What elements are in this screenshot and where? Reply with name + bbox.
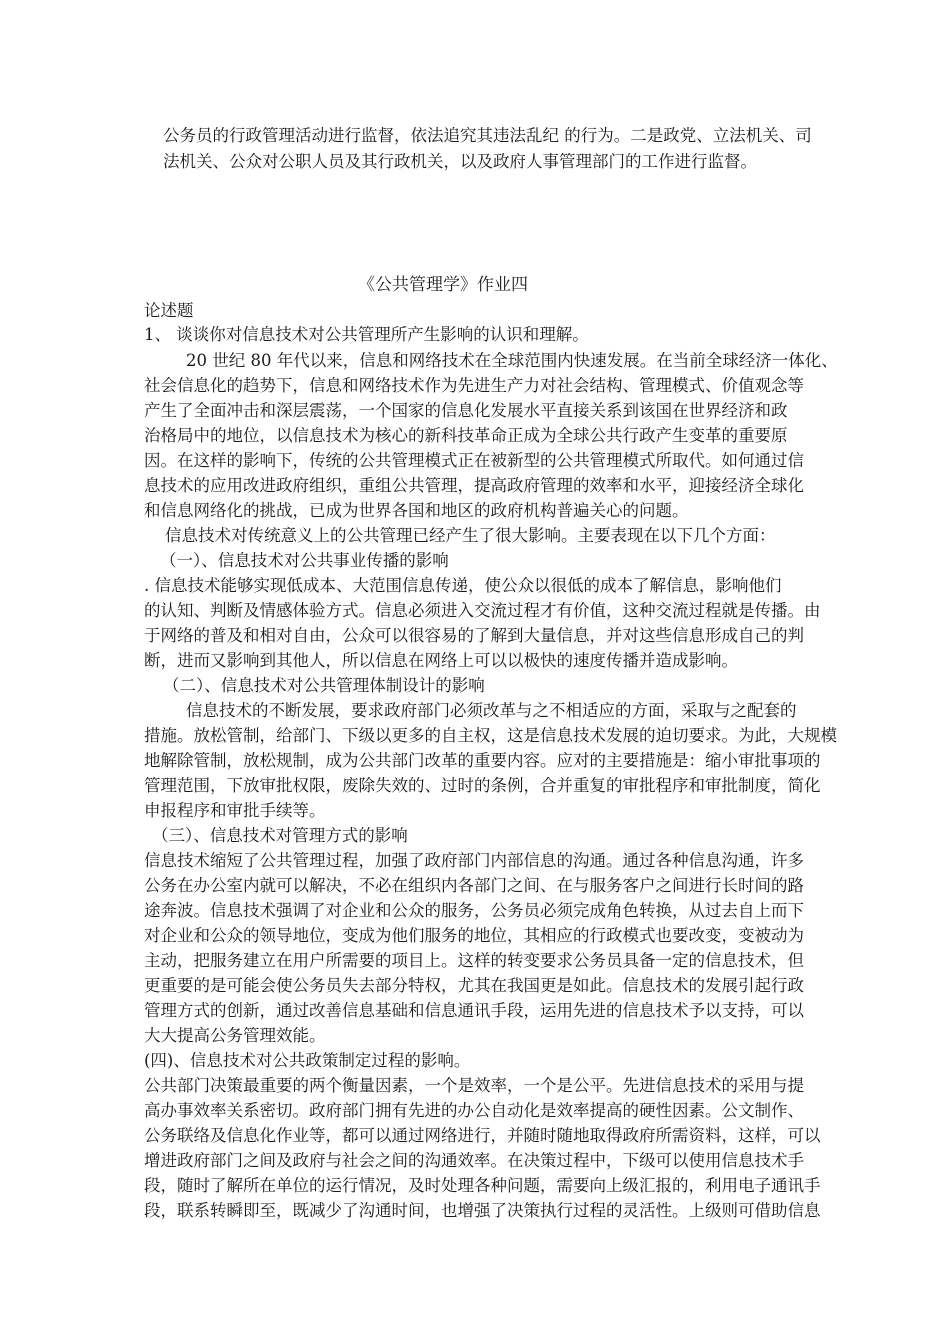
- intro-line: 法机关、公众对公职人员及其行政机关，以及政府人事管理部门的工作进行监督。: [163, 152, 757, 171]
- paragraph-line: . 信息技术能够实现低成本、大范围信息传递，使公众以很低的成本了解信息，影响他们: [144, 576, 782, 595]
- paragraph-line: 断，进而又影响到其他人，所以信息在网络上可以以极快的速度传播并造成影响。: [144, 651, 738, 670]
- paragraph-line: 信息技术的不断发展，要求政府部门必须改革与之不相适应的方面，采取与之配套的: [186, 701, 797, 720]
- paragraph-line: 增进政府部门之间及政府与社会之间的沟通效率。在决策过程中，下级可以使用信息技术手: [144, 1151, 804, 1170]
- paragraph-line: 段，联系转瞬即至，既减少了沟通时间，也增强了决策执行过程的灵活性。上级则可借助信息: [144, 1201, 821, 1220]
- paragraph-line: 公共部门决策最重要的两个衡量因素，一个是效率，一个是公平。先进信息技术的采用与提: [144, 1076, 804, 1095]
- paragraph-line: 公务联络及信息化作业等，都可以通过网络进行，并随时随地取得政府所需资料，这样，可以: [144, 1126, 821, 1145]
- paragraph-line: 公务在办公室内就可以解决，不必在组织内各部门之间、在与服务客户之间进行长时间的路: [144, 876, 804, 895]
- paragraph-line: 20 世纪 80 年代以来，信息和网络技术在全球范围内快速发展。在当前全球经济一体化、: [186, 351, 838, 370]
- paragraph-line: 措施。放松管制，给部门、下级以更多的自主权，这是信息技术发展的迫切要求。为此，大规模: [144, 726, 837, 745]
- page-title: 《公共管理学》作业四: [358, 275, 528, 295]
- paragraph-line: 和信息网络化的挑战，已成为世界各国和地区的政府机构普遍关心的问题。: [144, 501, 689, 520]
- paragraph-line: 高办事效率关系密切。政府部门拥有先进的办公自动化是效率提高的硬性因素。公文制作、: [144, 1101, 804, 1120]
- intro-line: 公务员的行政管理活动进行监督，依法追究其违法乱纪 的行为。二是政党、立法机关、司: [163, 126, 812, 145]
- paragraph-line: 地解除管制，放松规制，成为公共部门改革的重要内容。应对的主要措施是：缩小审批事项的: [144, 751, 821, 770]
- paragraph-line: 因。在这样的影响下，传统的公共管理模式正在被新型的公共管理模式所取代。如何通过信: [144, 451, 804, 470]
- paragraph-line: 治格局中的地位，以信息技术为核心的新科技革命正成为全球公共行政产生变革的重要原: [144, 426, 788, 445]
- section-heading: （一）、信息技术对公共事业传播的影响: [160, 551, 449, 570]
- section-label: 论述题: [144, 301, 194, 320]
- section-heading: （二）、信息技术对公共管理体制设计的影响: [163, 676, 485, 695]
- paragraph-line: 信息技术缩短了公共管理过程，加强了政府部门内部信息的沟通。通过各种信息沟通，许多: [144, 851, 804, 870]
- paragraph-line: 管理方式的创新，通过改善信息基础和信息通讯手段，运用先进的信息技术予以支持，可以: [144, 1001, 804, 1020]
- paragraph-line: 对企业和公众的领导地位，变成为他们服务的地位，其相应的行政模式也要改变，变被动为: [144, 926, 804, 945]
- paragraph-line: 社会信息化的趋势下，信息和网络技术作为先进生产力对社会结构、管理模式、价值观念等: [144, 376, 804, 395]
- paragraph-line: 的认知、判断及情感体验方式。信息必须进入交流过程才有价值，这种交流过程就是传播。由: [144, 601, 821, 620]
- section-heading: （三）、信息技术对管理方式的影响: [152, 826, 408, 845]
- paragraph-line: 大大提高公务管理效能。: [144, 1026, 326, 1045]
- paragraph-line: 管理范围，下放审批权限，废除失效的、过时的条例，合并重复的审批程序和审批制度，简化: [144, 776, 821, 795]
- paragraph-line: 产生了全面冲击和深层震荡，一个国家的信息化发展水平直接关系到该国在世界经济和政: [144, 401, 788, 420]
- paragraph-line: 段，随时了解所在单位的运行情况，及时处理各种问题，需要向上级汇报的，利用电子通讯手: [144, 1176, 821, 1195]
- paragraph-line: 于网络的普及和相对自由，公众可以很容易的了解到大量信息，并对这些信息形成自己的判: [144, 626, 804, 645]
- paragraph-line: 更重要的是可能会使公务员失去部分特权，尤其在我国更是如此。信息技术的发展引起行政: [144, 976, 804, 995]
- paragraph-line: 申报程序和审批手续等。: [144, 801, 326, 820]
- paragraph-line: 主动，把服务建立在用户所需要的项目上。这样的转变要求公务员具备一定的信息技术，但: [144, 951, 804, 970]
- paragraph-line: 途奔波。信息技术强调了对企业和公众的服务，公务员必须完成角色转换，从过去自上而下: [144, 901, 804, 920]
- paragraph-line: 信息技术对传统意义上的公共管理已经产生了很大影响。主要表现在以下几个方面：: [165, 526, 776, 545]
- paragraph-line: 息技术的应用改进政府组织，重组公共管理，提高政府管理的效率和水平，迎接经济全球化: [144, 476, 804, 495]
- question: 1、 谈谈你对信息技术对公共管理所产生影响的认识和理解。: [144, 325, 589, 344]
- section-heading: (四)、信息技术对公共政策制定过程的影响。: [144, 1051, 471, 1070]
